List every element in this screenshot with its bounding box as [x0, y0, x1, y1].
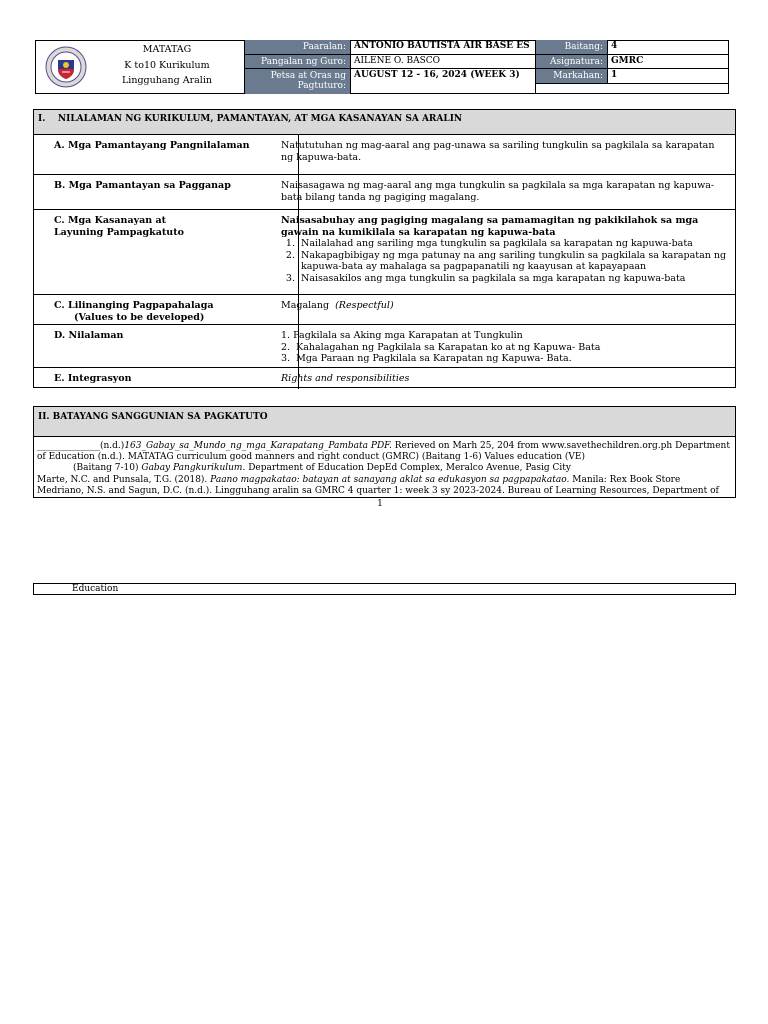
row-label: E. Integrasyon	[34, 368, 299, 389]
section-header: II. BATAYANG SANGGUNIAN SA PAGKATUTO	[34, 407, 735, 437]
quarter-value: 1	[608, 69, 729, 84]
row-label-text: C. Mga Kasanayan at Layuning Pampagkatuto	[54, 215, 184, 238]
row-label-text: C. Lilinanging Pagpapahalaga	[54, 300, 214, 311]
subject-value: GMRC	[608, 55, 729, 69]
reference-item: Medriano, N.S. and Sagun, D.C. (n.d.). Lingguhang aralin sa GMRC 4 quarter 1: week 3 sy 2023-2024. Bureau of Learning Resources, Department of	[37, 485, 719, 496]
reference-item: (Baitang 7-10) Gabay Pangkurikulum. Department of Education DepEd Complex, Meralco Avenue, Pasig City	[73, 463, 571, 474]
header-title-line: MATATAG	[142, 44, 192, 55]
row-label-subtext: (Values to be developed)	[74, 312, 205, 323]
continuation-text: Education	[72, 584, 119, 594]
section-header	[34, 110, 735, 135]
subject-label: Asignatura:	[535, 55, 608, 69]
list-item: 2. Kahalagahan ng Pagkilala sa Karapatan ko at ng Kapuwa- Bata	[281, 341, 601, 353]
row-content	[274, 325, 735, 365]
school-label: Paaralan:	[245, 40, 351, 55]
date-value: AUGUST 12 - 16, 2024 (WEEK 3)	[354, 70, 520, 80]
row-label: B. Mga Pamantayan sa Pagganap	[34, 175, 299, 209]
section-number: I.	[38, 114, 46, 124]
row-content: Natututuhan ng mag-aaral ang pag-unawa sa sariling tungkulin sa pagkilala sa karapatan ng kapuwa-bata.	[281, 140, 715, 163]
reference-item: ______________(n.d.)163_Gabay_sa_Mundo_ng_mga_Karapatang_Pambata PDF. Rerieved on Marh 25, 204 from www.savethechildren.org.ph Department of Education (n.d.). MATATAG curriculum good manners and right conduct (GMRC) (Baitang 1-6) Values education (VE)	[37, 441, 730, 463]
table-row	[34, 325, 735, 368]
page-number: 1	[377, 499, 383, 509]
header-logo-cell	[35, 40, 245, 94]
list-item: 1. Pagkilala sa Aking mga Karapatan at Tungkulin	[281, 330, 523, 341]
row-label	[34, 210, 299, 294]
row-content	[274, 210, 735, 284]
value-text: Magalang	[281, 300, 330, 311]
objectives-list	[281, 238, 729, 284]
table-row	[34, 210, 735, 295]
teacher-label: Pangalan ng Guro:	[245, 55, 351, 69]
section-curriculum	[33, 109, 736, 388]
header-title	[97, 42, 237, 89]
header-title-line: Lingguhang Aralin	[121, 75, 212, 86]
date-label: Petsa at Oras ng Pagtuturo:	[245, 69, 351, 94]
list-item: 3. Mga Paraan ng Pagkilala sa Karapatan ng Kapuwa- Bata.	[281, 353, 572, 364]
section-references	[33, 406, 736, 498]
row-content: Naisasagawa ng mag-aaral ang mga tungkulin sa pagkilala sa mga karapatan ng kapuwa-bata bilang tanda ng pagiging magalang.	[281, 180, 715, 203]
table-row	[34, 368, 735, 389]
school-value: ANTONIO BAUTISTA AIR BASE ES	[351, 40, 535, 55]
table-row	[34, 175, 735, 210]
section-title: NILALAMAN NG KURIKULUM, PAMANTAYAN, AT MGA KASANAYAN SA ARALIN	[57, 114, 463, 124]
value-translation: (Respectful)	[335, 300, 394, 311]
grade-label: Baitang:	[535, 40, 608, 55]
continuation-row	[33, 583, 736, 595]
row-label	[34, 295, 299, 324]
row-content	[274, 295, 735, 312]
deped-seal-icon	[45, 46, 87, 88]
objective-lead: Naisasabuhay ang pagiging magalang sa pamamagitan ng pakikilahok sa mga gawain na kumikilala sa karapatan ng kapuwa-bata	[281, 215, 699, 238]
header-empty-cell	[535, 84, 729, 94]
grade-value: 4	[608, 40, 729, 55]
teacher-value: AILENE O. BASCO	[351, 55, 535, 69]
header-title-line: K to10 Kurikulum	[124, 59, 210, 71]
table-row	[34, 135, 735, 175]
row-label: A. Mga Pamantayang Pangnilalaman	[34, 135, 299, 174]
reference-item: Marte, N.C. and Punsala, T.G. (2018). Paano magpakatao: batayan at sanayang aklat sa edukasyon sa pagpapakatao. Manila: Rex Book Store	[37, 474, 681, 485]
list-item: 3. Naisasakilos ang mga tungkulin sa pagkilala sa mga karapatan ng kapuwa-bata	[298, 273, 729, 285]
list-item: 2. Nakapagbibigay ng mga patunay na ang sariling tungkulin sa pagkilala sa karapatan ng kapuwa-bata ay mahalaga sa pagpapanatili ng kaayusan at kapayapaan	[298, 250, 729, 273]
row-content: Rights and responsibilities	[281, 373, 410, 384]
row-label: D. Nilalaman	[34, 325, 299, 367]
list-item: 1. Nailalahad ang sariling mga tungkulin sa pagkilala sa karapatan ng kapuwa-bata	[298, 238, 729, 250]
table-row	[34, 295, 735, 325]
quarter-label: Markahan:	[535, 69, 608, 84]
references-list	[34, 437, 735, 497]
